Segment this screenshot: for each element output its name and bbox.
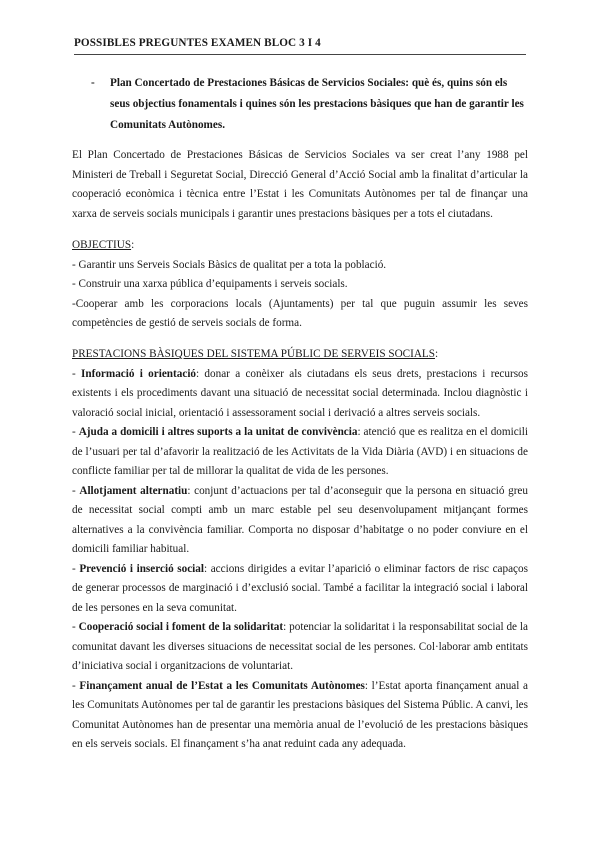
prestacio-term: Informació i orientació	[81, 367, 197, 380]
intro-paragraph: El Plan Concertado de Prestaciones Básicas de Servicios Sociales va ser creat l’any 1988 pel Ministeri de Treball i Seguretat Social, Direcció General d’Acció Social amb la finalitat d’articular la cooperació econòmica i tècnica entre l’Estat i les Comunitats Autònomes per tal de finançar una xarxa de serveis socials municipals i garantir unes prestacions bàsiques per a tots el ciutadans.	[72, 149, 528, 220]
objectius-section	[72, 236, 528, 334]
prestacio-prefix: -	[72, 367, 82, 380]
prestacio-text: : atenció que es realitza en el domicili de l’usuari per tal d’afavorir la realització de les Activitats de la Vida Diària (AVD) i en situacions de conflicte familiar per tal de millorar la qualitat de vida de les persones.	[72, 426, 528, 477]
prestacio-item	[72, 423, 528, 482]
prestacions-heading-line	[72, 345, 528, 365]
objectius-heading: OBJECTIUS	[72, 239, 132, 251]
objectius-heading-line	[72, 236, 528, 256]
prestacio-item	[72, 677, 528, 755]
header-divider	[74, 54, 526, 55]
prestacio-term: Prevenció i inserció social	[79, 562, 204, 575]
prestacions-heading: PRESTACIONS BÀSIQUES DEL SISTEMA PÚBLIC DE SERVEIS SOCIALS	[72, 348, 435, 360]
prestacions-section	[72, 345, 528, 755]
prestacio-text: : accions dirigides a evitar l’aparició o eliminar factors de risc capaços de generar processos de marginació i d’exclusió social. També a facilitar la integració social i laboral de les persones en la seva comunitat.	[72, 562, 528, 614]
objectius-heading-colon: :	[131, 239, 135, 251]
prestacio-item	[72, 560, 528, 619]
prestacio-prefix: -	[72, 621, 79, 633]
prestacions-heading-colon: :	[434, 348, 439, 360]
prestacio-text: : l’Estat aporta finançament anual a les Comunitats Autònomes per tal de garantir les prestacions bàsiques del Sistema Públic. A canvi, les Comunitat Autònomes han de presentar una memòria anual de l’evolució de les prestacions bàsiques en els serveis socials. El finançament s’ha anat reduint cada any adequada.	[72, 679, 528, 750]
prestacio-prefix: -	[72, 562, 80, 575]
objectius-item: -Cooperar amb les corporacions locals (Ajuntaments) per tal que puguin assumir les seves competències de gestió de serveis socials de forma.	[72, 297, 528, 329]
prestacio-text: : conjunt d’actuacions per tal d’aconseguir que la persona en situació greu de necessitat social compti amb un marc estable pel seu desenvolupament mitjançant formes alternatives a la convivència familiar. Comporta no disposar d’habitatge o no poder conviure en el domicili familiar habitual.	[72, 484, 528, 555]
prestacio-term: Ajuda a domicili i altres suports a la unitat de convivència	[78, 426, 358, 438]
page-header-title: POSSIBLES PREGUNTES EXAMEN BLOC 3 I 4	[74, 37, 321, 49]
prestacio-term: Allotjament alternatiu	[79, 484, 188, 497]
prestacio-item	[72, 365, 528, 424]
prestacio-text: : potenciar la solidaritat i la responsabilitat social de la comunitat davant les diverses situacions de necessitat social de les persones. Col·laborar amb entitats d’iniciativa social i organitzacions de voluntariat.	[72, 621, 528, 672]
prestacio-prefix: -	[72, 484, 80, 497]
question-text: Plan Concertado de Prestaciones Básicas de Servicios Sociales: què és, quins són els seus objectius fonamentals i quines són les prestacions bàsiques que han de garantir les Comunitats Autònomes.	[110, 77, 524, 131]
prestacio-prefix: -	[72, 679, 80, 692]
question-item	[91, 73, 528, 136]
prestacio-term: Finançament anual de l’Estat a les Comunitats Autònomes	[79, 679, 365, 692]
objectius-item: - Garantir uns Serveis Socials Bàsics de qualitat per a tota la població.	[72, 258, 387, 271]
question-dash: -	[91, 77, 95, 89]
objectius-item: - Construir una xarxa pública d’equipaments i serveis socials.	[72, 278, 348, 290]
prestacio-item	[72, 482, 528, 560]
prestacio-item	[72, 618, 528, 677]
prestacio-term: Cooperació social i foment de la solidaritat	[78, 621, 284, 633]
prestacio-prefix: -	[72, 426, 79, 438]
prestacio-text: : donar a conèixer als ciutadans els seus drets, prestacions i recursos existents i els procediments davant una situació de necessitat social determinada. Inclou diagnòstic i valoració social inicial, orientació i assessorament social i derivació a altres serveis socials.	[72, 367, 528, 419]
